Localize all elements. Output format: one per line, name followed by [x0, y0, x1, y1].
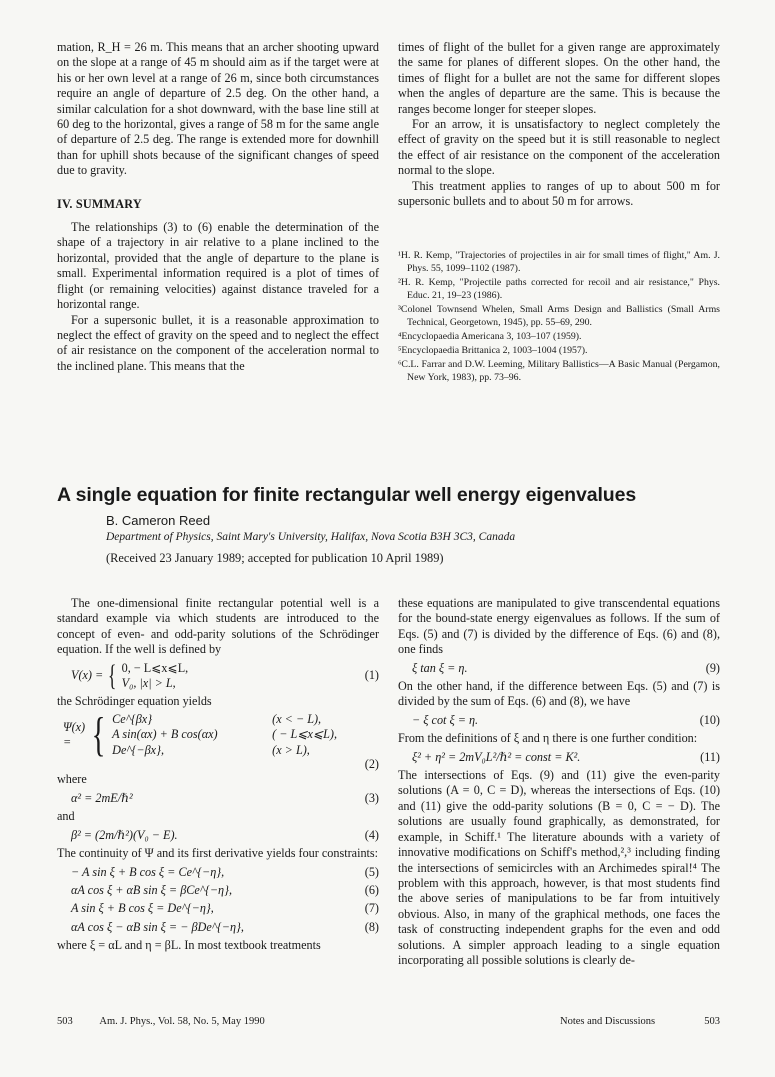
body-paragraph: The intersections of Eqs. (9) and (11) give the even-parity solutions (A = 0, C = D), whereas the intersections of Eqs. (10) and (11) give the odd-parity solutions (B = 0, C = − D). The solutions are usually found graphically, as demonstrated, for example, in Schiff.¹ The literature abounds with a variety of innovative modifications on Schiff's method,²,³ including finding the intersections of semicircles with an Archimedes spiral!⁴ The problem with this approach, however, is that most students find the above series of manipulations to be far from intuitively obvious. Also, in many of the graphical methods, one faces the task of constructing independent graphs for the even and odd solutions. A simpler approach leading to a single equation incorporating all possible solutions is clearly de- [398, 768, 720, 967]
body-text: where [57, 772, 87, 787]
equation-body: − A sin ξ + B cos ξ = Ce^{−η}, [71, 864, 225, 879]
equation-number: (3) [364, 790, 379, 805]
equation-10 [398, 713, 720, 728]
body-paragraph: From the definitions of ξ and η there is one further condition: [398, 731, 698, 746]
equation-body: ξ tan ξ = η. [412, 660, 468, 675]
equation-number: (2) [364, 757, 379, 772]
journal-citation: Am. J. Phys., Vol. 58, No. 5, May 1990 [99, 1016, 265, 1027]
equation-number: (4) [364, 827, 379, 842]
article-right-column [398, 596, 720, 968]
reference-item: ⁵Encyclopaedia Brittanica 2, 1003–1004 (1957). [398, 345, 588, 357]
equation-lhs: Ψ(x) = [63, 719, 86, 749]
equation-number: (11) [700, 749, 720, 764]
body-paragraph: On the other hand, if the difference between Eqs. (5) and (7) is divided by the sum of Eqs. (6) and (8), we have [398, 679, 720, 709]
reference-item: ³Colonel Townsend Whelen, Small Arms Design and Ballistics (Small Arms Technical, Georgetown, 1945), pp. 55–69, 290. [398, 304, 720, 329]
equation-number: (10) [699, 712, 720, 727]
equation-case: 0, − L⩽x⩽L, [121, 660, 189, 675]
prev-article-left-column [57, 40, 379, 374]
equation-number: (5) [364, 864, 379, 879]
equation-case: V₀, |x| > L, [121, 676, 176, 691]
equation-number: (9) [705, 660, 720, 675]
page-number: 503 [57, 1016, 73, 1027]
reference-item: ⁴Encyclopaedia Americana 3, 103–107 (1959). [398, 331, 582, 343]
brace-glyph: { [108, 659, 117, 693]
equation-body: ξ² + η² = 2mV₀L²/ℏ² = const = K². [412, 749, 581, 764]
equation-4 [57, 828, 379, 843]
equation-body: − ξ cot ξ = η. [412, 712, 479, 727]
body-paragraph: the Schrödinger equation yields [57, 694, 212, 709]
prev-paragraph: mation, R_H = 26 m. This means that an archer shooting upward on the slope at a range of 45 m should aim as if the target were at his or her own level at a range of 26 m, since both circumstances require an angle of departure of 2.5 deg. On the other hand, a similar calculation for a shot downward, with the base line still at 60 deg to the horizontal, gives a range of 58 m for the same angle of departure of 2.5 deg. The range is extended more for downhill than for uphill shots because of the significant changes of speed due to gravity. [57, 40, 379, 178]
prev-paragraph: times of flight of the bullet for a given range are approximately the same for planes of different slopes. On the other hand, the times of flight for a bullet are not the same for different slopes when the angles of departure are the same. This is because the ranges become longer for steeper slopes. [398, 40, 720, 116]
equation-number: (1) [364, 668, 379, 683]
footer-right [560, 1016, 720, 1027]
article-title: A single equation for finite rectangular well energy eigenvalues [57, 484, 637, 506]
equation-number: (7) [364, 901, 379, 916]
body-paragraph: these equations are manipulated to give transcendental equations for the bound-state energy eigenvalues as follows. If the sum of Eqs. (5) and (7) is divided by the difference of Eqs. (6) and (8), one finds [398, 596, 720, 657]
section-name: Notes and Discussions [560, 1016, 656, 1027]
summary-paragraph: The relationships (3) to (6) enable the determination of the shape of a trajectory in air relative to a plane inclined to the horizontal, provided that the angle of departure to the plane is small. Experimental information required is a plot of times of flight (or remaining velocities) against distance traveled for a horizontal range. [57, 220, 379, 312]
body-paragraph: The continuity of Ψ and its first derivative yields four constraints: [57, 846, 379, 861]
equation-5 [57, 865, 379, 880]
equation-condition: ( − L⩽x⩽L), [272, 727, 338, 742]
equation-body: αA cos ξ − αB sin ξ = − βDe^{−η}, [71, 919, 244, 934]
references-list [398, 249, 720, 384]
equation-case: A sin(αx) + B cos(αx) [112, 727, 218, 742]
author-name: B. Cameron Reed [106, 513, 211, 528]
equation-3 [57, 791, 379, 806]
equation-8 [57, 920, 379, 935]
equation-1 [57, 661, 379, 692]
reference-item: ⁶C.L. Farrar and D.W. Leeming, Military Ballistics—A Basic Manual (Pergamon, New York, 1983), pp. 73–96. [398, 359, 720, 384]
equation-lhs: V(x) = [71, 668, 104, 683]
prev-article-right-column [398, 40, 720, 385]
equation-9 [398, 661, 720, 676]
body-paragraph: where ξ = αL and η = βL. In most textbook treatments [57, 938, 321, 953]
equation-number: (8) [364, 919, 379, 934]
equation-7 [57, 901, 379, 916]
equation-11 [398, 750, 720, 765]
summary-paragraph: For a supersonic bullet, it is a reasonable approximation to neglect the effect of gravity on the speed and to neglect the effect of air resistance on the component of the acceleration normal to the inclined plane. This means that the [57, 312, 379, 373]
body-paragraph: The one-dimensional finite rectangular potential well is a standard example via which students are introduced to the concept of even- and odd-parity solutions of the Schrödinger equation. If the well is defined by [57, 596, 379, 657]
equation-condition: (x > L), [272, 742, 310, 757]
equation-body: αA cos ξ + αB sin ξ = βCe^{−η}, [71, 882, 233, 897]
equation-body: A sin ξ + B cos ξ = De^{−η}, [71, 901, 214, 916]
body-text: and [57, 809, 75, 824]
equation-number: (6) [364, 882, 379, 897]
equation-case: De^{−βx}, [112, 742, 165, 757]
page-number: 503 [704, 1016, 720, 1027]
brace-glyph: { [91, 707, 106, 761]
reference-item: ²H. R. Kemp, "Projectile paths corrected for recoil and air resistance," Phys. Educ. 21, 19–23 (1986). [398, 277, 720, 302]
received-dates: (Received 23 January 1989; accepted for publication 10 April 1989) [106, 551, 444, 565]
equation-case: Ce^{βx} [112, 711, 153, 726]
equation-body: α² = 2mE/ℏ² [71, 790, 133, 805]
equation-2 [57, 707, 379, 761]
reference-item: ¹H. R. Kemp, "Trajectories of projectiles in air for small times of flight," Am. J. Phys. 55, 1099–1102 (1987). [398, 250, 720, 275]
author-affiliation: Department of Physics, Saint Mary's University, Halifax, Nova Scotia B3H 3C3, Canada [106, 531, 516, 543]
equation-6 [57, 883, 379, 898]
prev-paragraph: This treatment applies to ranges of up to about 500 m for supersonic bullets and to about 50 m for arrows. [398, 178, 720, 209]
section-heading: IV. SUMMARY [57, 196, 142, 211]
article-left-column [57, 596, 379, 954]
equation-body: β² = (2m/ℏ²)(V₀ − E). [71, 827, 178, 842]
footer-left [57, 1016, 265, 1027]
prev-paragraph: For an arrow, it is unsatisfactory to neglect completely the effect of gravity on the speed but it is still reasonable to neglect the effect of air resistance on the component of the acceleration normal to the slope. [398, 117, 720, 178]
equation-condition: (x < − L), [272, 711, 322, 726]
